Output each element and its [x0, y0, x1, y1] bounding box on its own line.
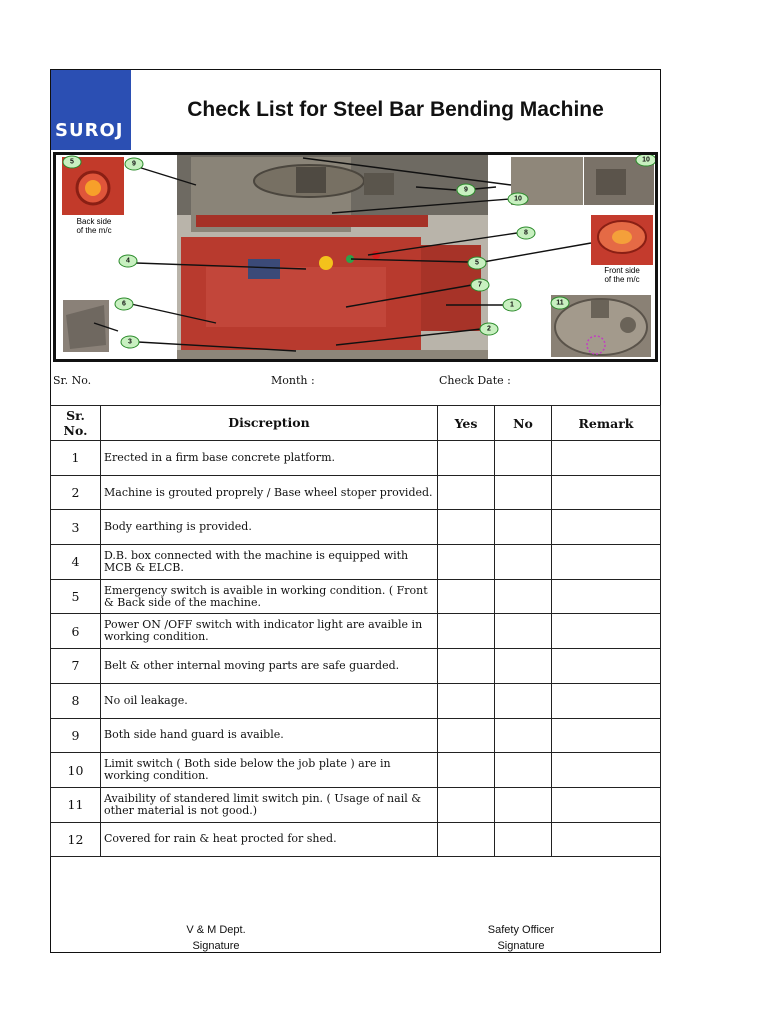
svg-text:6: 6 [122, 300, 126, 308]
row-number: 3 [51, 510, 101, 545]
no-cell[interactable] [495, 718, 552, 753]
table-row [51, 475, 661, 510]
no-cell[interactable] [495, 441, 552, 476]
main-machine-photo [177, 155, 488, 359]
svg-text:10: 10 [642, 156, 650, 164]
machine-photo-panel [53, 152, 658, 362]
machine-photo-illustration [56, 155, 655, 359]
svg-text:1: 1 [510, 301, 514, 309]
marker-10-top-right [636, 155, 655, 166]
svg-text:9: 9 [132, 160, 136, 168]
header-yes: Yes [438, 406, 495, 441]
table-row [51, 441, 661, 476]
remark-cell[interactable] [552, 649, 661, 684]
remark-cell[interactable] [552, 787, 661, 822]
row-description: Covered for rain & heat procted for shed. [101, 822, 438, 857]
marker-5 [468, 257, 486, 269]
table-row [51, 510, 661, 545]
row-description: Limit switch ( Both side below the job plate ) are in working condition. [101, 753, 438, 788]
suroj-logo [51, 70, 131, 150]
month-field-label: Month : [271, 374, 315, 387]
marker-11 [551, 297, 569, 309]
marker-4 [119, 255, 137, 267]
marker-10 [508, 193, 528, 205]
logo-text: SUROJ [55, 120, 124, 141]
table-row [51, 753, 661, 788]
back-side-caption-1: Back side [76, 217, 112, 226]
marker-6 [115, 298, 133, 310]
vm-dept-label: V & M Dept. [186, 924, 246, 936]
row-description: Belt & other internal moving parts are safe guarded. [101, 649, 438, 684]
svg-text:7: 7 [478, 281, 482, 289]
remark-cell[interactable] [552, 718, 661, 753]
row-description: No oil leakage. [101, 683, 438, 718]
remark-cell[interactable] [552, 475, 661, 510]
marker-7 [471, 279, 489, 291]
yes-cell[interactable] [438, 510, 495, 545]
marker-8 [517, 227, 535, 239]
header-description: Discreption [101, 406, 438, 441]
marker-9 [457, 184, 475, 196]
row-description: Body earthing is provided. [101, 510, 438, 545]
table-row [51, 649, 661, 684]
row-description: Avaibility of standered limit switch pin. ( Usage of nail & other material is not good.) [101, 787, 438, 822]
remark-cell[interactable] [552, 545, 661, 580]
yes-cell[interactable] [438, 579, 495, 614]
yes-cell[interactable] [438, 787, 495, 822]
page-title: Check List for Steel Bar Bending Machine [187, 98, 604, 121]
svg-text:5: 5 [475, 259, 479, 267]
row-number: 9 [51, 718, 101, 753]
table-row [51, 545, 661, 580]
remark-cell[interactable] [552, 614, 661, 649]
no-cell[interactable] [495, 475, 552, 510]
svg-text:11: 11 [556, 299, 564, 307]
marker-3 [121, 336, 139, 348]
remark-cell[interactable] [552, 510, 661, 545]
row-number: 5 [51, 579, 101, 614]
row-number: 4 [51, 545, 101, 580]
row-number: 8 [51, 683, 101, 718]
no-cell[interactable] [495, 683, 552, 718]
row-number: 1 [51, 441, 101, 476]
yes-cell[interactable] [438, 753, 495, 788]
svg-text:3: 3 [128, 338, 132, 346]
remark-cell[interactable] [552, 683, 661, 718]
header-sr-no: Sr. No. [51, 406, 101, 441]
yes-cell[interactable] [438, 822, 495, 857]
svg-text:9: 9 [464, 186, 468, 194]
table-row [51, 787, 661, 822]
svg-text:8: 8 [524, 229, 528, 237]
row-description: Both side hand guard is avaible. [101, 718, 438, 753]
yes-cell[interactable] [438, 649, 495, 684]
table-row [51, 822, 661, 857]
row-description: D.B. box connected with the machine is equipped with MCB & ELCB. [101, 545, 438, 580]
checklist-table [50, 405, 661, 857]
svg-text:4: 4 [126, 257, 130, 265]
yes-cell[interactable] [438, 614, 495, 649]
header-no: No [495, 406, 552, 441]
row-description: Machine is grouted proprely / Base wheel stoper provided. [101, 475, 438, 510]
yes-cell[interactable] [438, 441, 495, 476]
row-number: 12 [51, 822, 101, 857]
back-side-caption-2: of the m/c [76, 226, 112, 235]
check-date-field-label: Check Date : [439, 374, 511, 387]
svg-text:5: 5 [70, 158, 74, 166]
marker-2 [480, 323, 498, 335]
remark-cell[interactable] [552, 753, 661, 788]
vm-dept-signature-label: Signature [192, 940, 240, 952]
row-description: Power ON /OFF switch with indicator light are avaible in working condition. [101, 614, 438, 649]
marker-9-left [125, 158, 143, 170]
yes-cell[interactable] [438, 475, 495, 510]
vm-dept-signature [136, 922, 296, 954]
table-row [51, 718, 661, 753]
no-cell[interactable] [495, 579, 552, 614]
yes-cell[interactable] [438, 683, 495, 718]
no-cell[interactable] [495, 510, 552, 545]
row-number: 11 [51, 787, 101, 822]
svg-text:2: 2 [487, 325, 491, 333]
marker-1 [503, 299, 521, 311]
table-row [51, 579, 661, 614]
table-header-row [51, 406, 661, 441]
front-side-caption-2: of the m/c [604, 275, 640, 284]
sr-no-field-label: Sr. No. [53, 374, 92, 387]
safety-officer-signature [441, 922, 601, 954]
row-number: 10 [51, 753, 101, 788]
header-remark: Remark [552, 406, 661, 441]
front-side-caption-1: Front side [604, 266, 640, 275]
remark-cell[interactable] [552, 822, 661, 857]
table-row [51, 614, 661, 649]
no-cell[interactable] [495, 545, 552, 580]
no-cell[interactable] [495, 753, 552, 788]
remark-cell[interactable] [552, 441, 661, 476]
svg-text:10: 10 [514, 195, 522, 203]
marker-5-back [63, 156, 81, 168]
table-row [51, 683, 661, 718]
no-cell[interactable] [495, 787, 552, 822]
safety-officer-signature-label: Signature [497, 940, 545, 952]
row-number: 6 [51, 614, 101, 649]
row-number: 7 [51, 649, 101, 684]
row-description: Erected in a firm base concrete platform. [101, 441, 438, 476]
yes-cell[interactable] [438, 545, 495, 580]
no-cell[interactable] [495, 614, 552, 649]
safety-officer-label: Safety Officer [487, 924, 555, 936]
row-description: Emergency switch is avaible in working condition. ( Front & Back side of the machine. [101, 579, 438, 614]
row-number: 2 [51, 475, 101, 510]
no-cell[interactable] [495, 822, 552, 857]
checklist-sheet [50, 69, 661, 953]
yes-cell[interactable] [438, 718, 495, 753]
remark-cell[interactable] [552, 579, 661, 614]
no-cell[interactable] [495, 649, 552, 684]
